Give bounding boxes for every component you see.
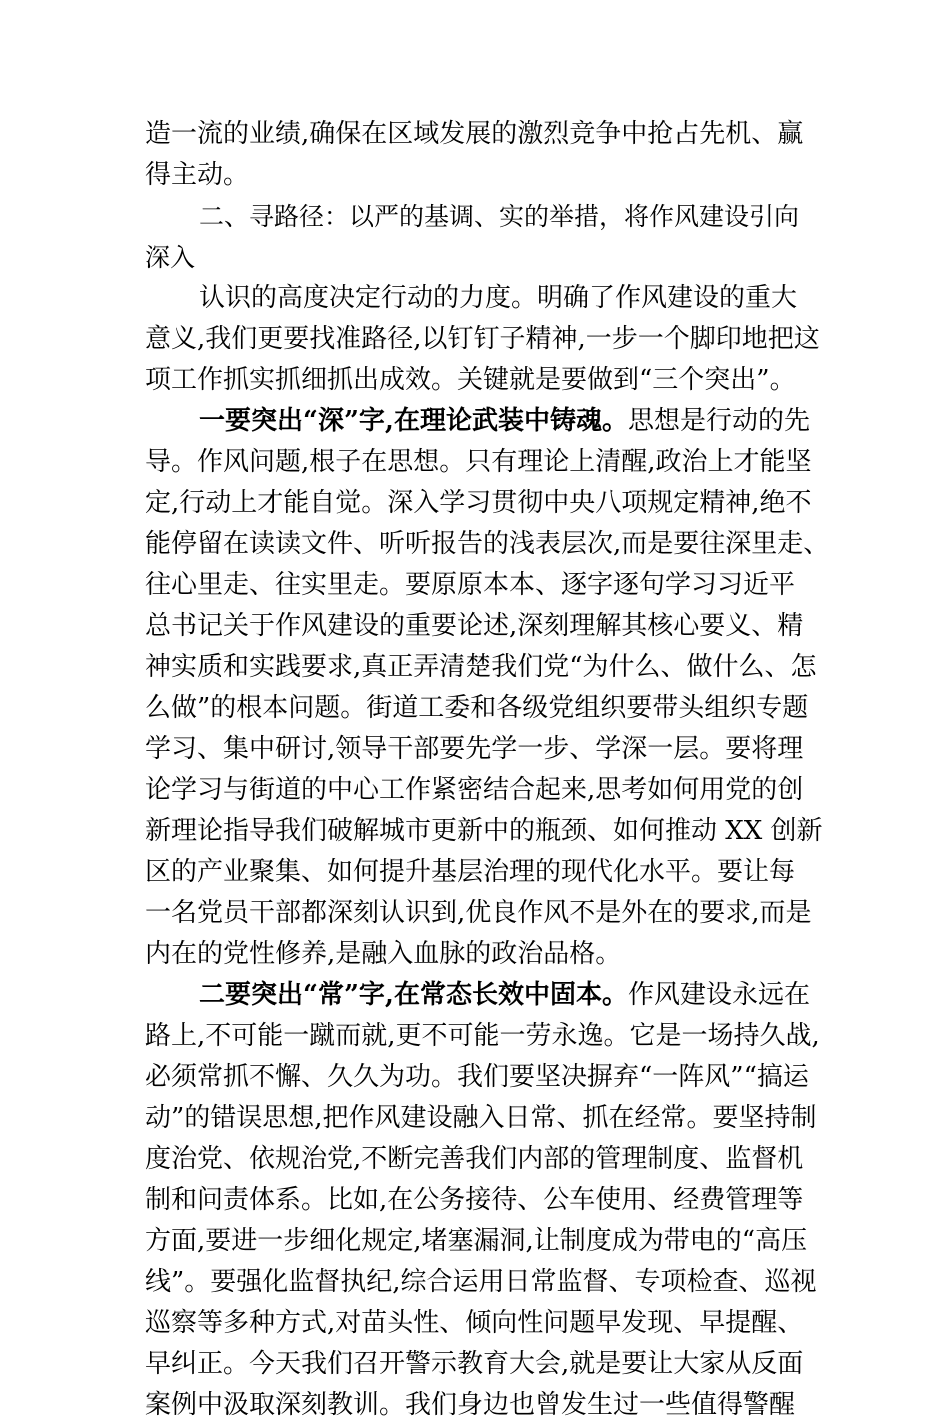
paragraph-line: 么做”的根本问题。街道工委和各级党组织要带头组织专题 bbox=[145, 693, 809, 723]
paragraph-line: 项工作抓实抓细抓出成效。关键就是要做到“三个突出”。 bbox=[145, 365, 796, 395]
paragraph-line: 动”的错误思想,把作风建设融入日常、抓在经常。要坚持制 bbox=[145, 1103, 817, 1133]
paragraph-line: 早纠正。今天我们召开警示教育大会,就是要让大家从反面 bbox=[145, 1349, 804, 1379]
paragraph-text: 思想是行动的先 bbox=[627, 406, 810, 436]
paragraph-line bbox=[145, 401, 813, 442]
document-text bbox=[145, 114, 830, 1426]
section-heading-line: 深入 bbox=[145, 243, 196, 272]
paragraph-line: 总书记关于作风建设的重要论述,深刻理解其核心要义、精 bbox=[145, 611, 804, 641]
paragraph-line: 认识的高度决定行动的力度。明确了作风建设的重大 bbox=[199, 283, 798, 313]
paragraph-line: 新理论指导我们破解城市更新中的瓶颈、如何推动 XX 创新 bbox=[145, 816, 823, 846]
paragraph-line: 造一流的业绩,确保在区域发展的激烈竞争中抢占先机、赢 bbox=[145, 119, 804, 149]
paragraph-line: 往心里走、往实里走。要原原本本、逐字逐句学习习近平 bbox=[145, 570, 796, 600]
paragraph-line: 学习、集中研讨,领导干部要先学一步、学深一层。要将理 bbox=[145, 734, 804, 764]
paragraph-text: 作风建设永远在 bbox=[627, 980, 810, 1010]
paragraph-line: 论学习与街道的中心工作紧密结合起来,思考如何用党的创 bbox=[145, 775, 804, 805]
paragraph-line: 路上,不可能一蹴而就,更不可能一劳永逸。它是一场持久战, bbox=[145, 1021, 820, 1051]
paragraph-line: 能停留在读读文件、听听报告的浅表层次,而是要往深里走、 bbox=[145, 529, 830, 559]
paragraph-line: 内在的党性修养,是融入血脉的政治品格。 bbox=[145, 939, 622, 969]
paragraph-line: 方面,要进一步细化规定,堵塞漏洞,让制度成为带电的“高压 bbox=[145, 1226, 808, 1256]
bold-lead-phrase: 二要突出“常”字,在常态长效中固本。 bbox=[199, 980, 628, 1010]
paragraph-line: 神实质和实践要求,真正弄清楚我们党“为什么、做什么、怎 bbox=[145, 652, 817, 682]
paragraph-line: 意义,我们更要找准路径,以钉钉子精神,一步一个脚印地把这 bbox=[145, 324, 820, 354]
paragraph-line: 线”。要强化监督执纪,综合运用日常监督、专项检查、巡视 bbox=[145, 1267, 817, 1297]
paragraph-line: 度治党、依规治党,不断完善我们内部的管理制度、监督机 bbox=[145, 1144, 804, 1174]
paragraph-line: 导。作风问题,根子在思想。只有理论上清醒,政治上才能坚 bbox=[145, 447, 812, 477]
paragraph-line: 案例中汲取深刻教训。我们身边也曾发生过一些值得警醒 bbox=[145, 1390, 796, 1420]
bold-lead-phrase: 一要突出“深”字,在理论武装中铸魂。 bbox=[199, 406, 628, 436]
paragraph-line: 制和问责体系。比如,在公务接待、公车使用、经费管理等 bbox=[145, 1185, 804, 1215]
paragraph-line: 得主动。 bbox=[145, 160, 250, 190]
paragraph-line: 巡察等多种方式,对苗头性、倾向性问题早发现、早提醒、 bbox=[145, 1308, 804, 1338]
paragraph-line bbox=[145, 975, 813, 1016]
paragraph-line: 区的产业聚集、如何提升基层治理的现代化水平。要让每 bbox=[145, 857, 796, 887]
paragraph-line: 一名党员干部都深刻认识到,优良作风不是外在的要求,而是 bbox=[145, 898, 812, 928]
paragraph-line: 定,行动上才能自觉。深入学习贯彻中央八项规定精神,绝不 bbox=[145, 488, 812, 518]
section-heading-line: 二、寻路径：以严的基调、实的举措，将作风建设引向 bbox=[199, 202, 800, 231]
paragraph-line: 必须常抓不懈、久久为功。我们要坚决摒弃“一阵风”“搞运 bbox=[145, 1062, 809, 1092]
